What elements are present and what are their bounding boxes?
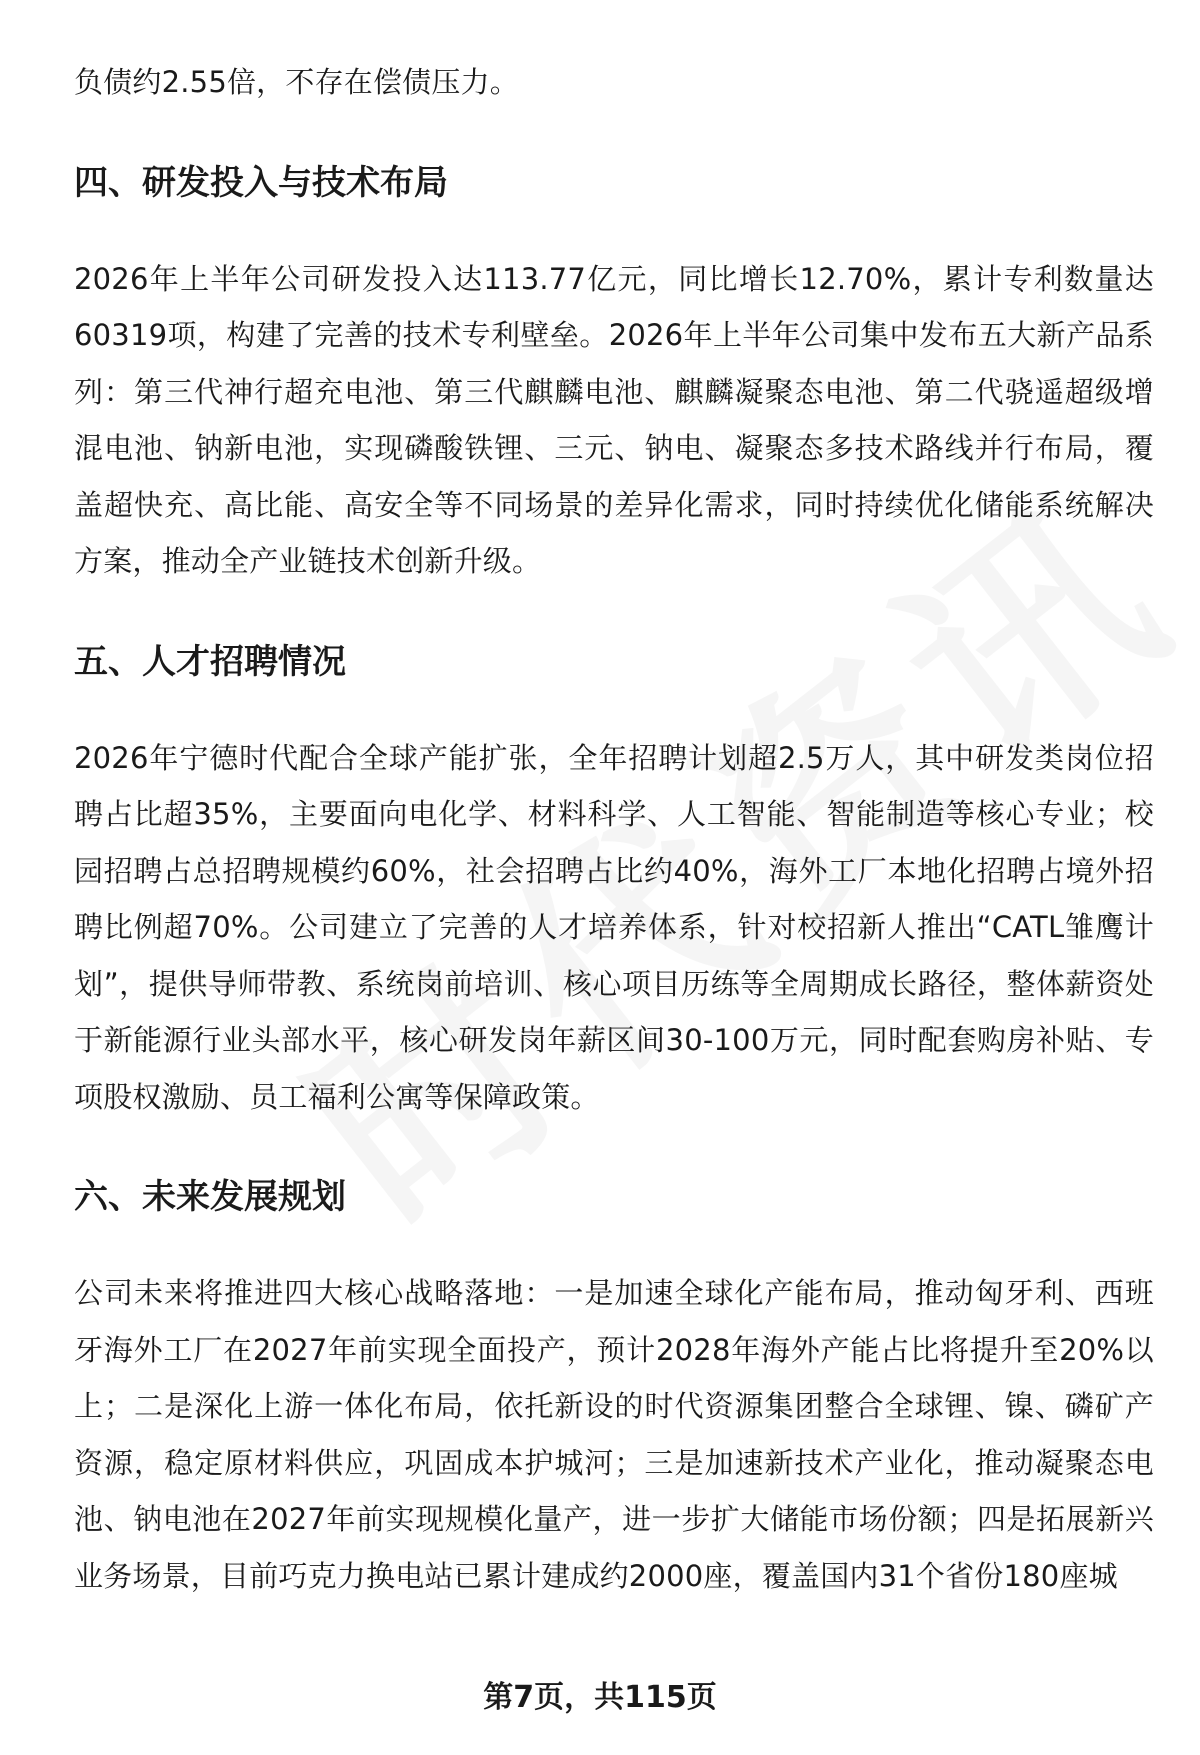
section-heading-talent: 五、人才招聘情况 [74, 641, 346, 682]
previous-paragraph-tail: 负债约2.55倍，不存在偿债压力。 [74, 65, 519, 99]
document-content [74, 54, 1154, 1604]
section-heading-future: 六、未来发展规划 [74, 1177, 346, 1217]
section-body-rd: 2026年上半年公司研发投入达113.77亿元，同比增长12.70%，累计专利数量达60319项，构建了完善的技术专利壁垒。2026年上半年公司集中发布五大新产品系列：第三代神行超充电池、第三代麒麟电池、麒麟凝聚态电池、第二代骁遥超级增混电池、钠新电池，实现磷酸铁锂、三元、钠电、凝聚态多技术路线并行布局，覆盖超快充、高比能、高安全等不同场景的差异化需求，同时持续优化储能系统解决方案，推动全产业链技术创新升级。 [74, 261, 1154, 578]
section-heading-rd: 四、研发投入与技术布局 [74, 162, 448, 203]
page-number: 第7页，共115页 [483, 1680, 717, 1715]
section-body-future: 公司未来将推进四大核心战略落地：一是加速全球化产能布局，推动匈牙利、西班牙海外工厂在2027年前实现全面投产，预计2028年海外产能占比将提升至20%以上；二是深化上游一体化布局，依托新设的时代资源集团整合全球锂、镍、磷矿产资源，稳定原材料供应，巩固成本护城河；三是加速新技术产业化，推动凝聚态电池、钠电池在2027年前实现规模化量产，进一步扩大储能市场份额；四是拓展新兴业务场景，目前巧克力换电站已累计建成约2000座，覆盖国内31个省份180座城 [74, 1276, 1154, 1593]
section-body-talent: 2026年宁德时代配合全球产能扩张，全年招聘计划超2.5万人，其中研发类岗位招聘占比超35%，主要面向电化学、材料科学、人工智能、智能制造等核心专业；校园招聘占总招聘规模约60%，社会招聘占比约40%，海外工厂本地化招聘占境外招聘比例超70%。公司建立了完善的人才培养体系，针对校招新人推出“CATL雏鹰计划”，提供导师带教、系统岗前培训、核心项目历练等全周期成长路径，整体薪资处于新能源行业头部水平，核心研发岗年薪区间30-100万元，同时配套购房补贴、专项股权激励、员工福利公寓等保障政策。 [74, 740, 1154, 1114]
